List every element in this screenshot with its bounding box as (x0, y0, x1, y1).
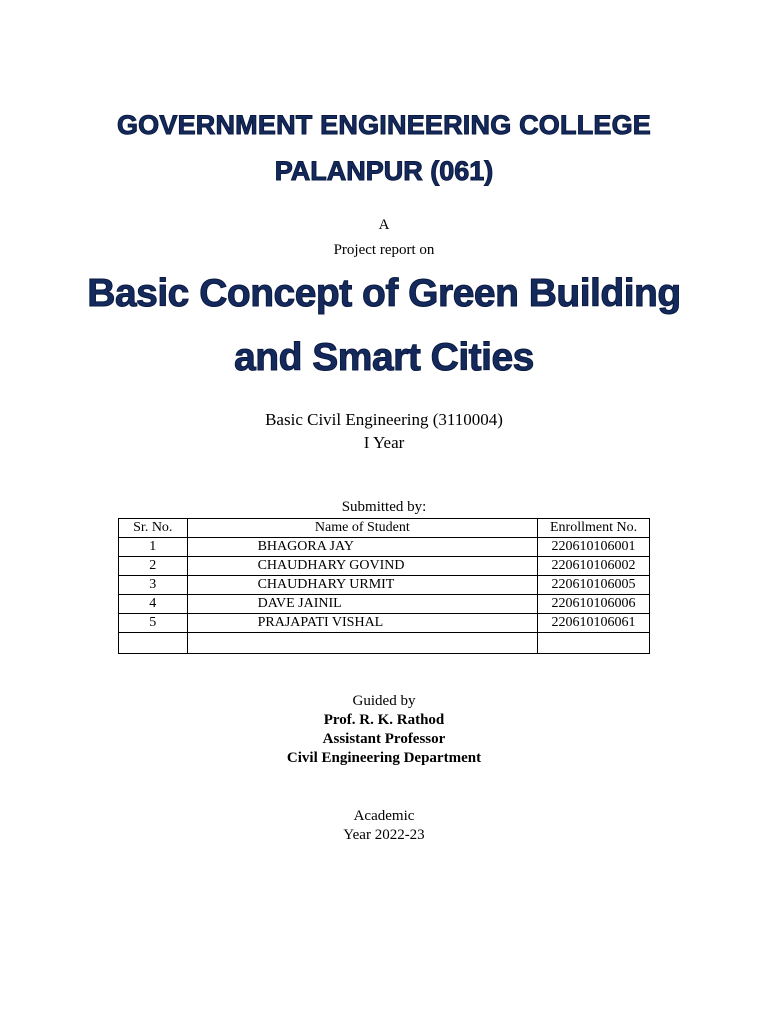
guided-by-label: Guided by (352, 693, 416, 709)
cell-empty (187, 633, 538, 654)
academic-year: Year 2022-23 (343, 827, 425, 843)
students-table (118, 518, 650, 654)
cell-empty (538, 633, 650, 654)
cell-enrollment-no: 220610106002 (538, 557, 650, 576)
cell-sr-no: 3 (119, 576, 188, 595)
intro-project-report: Project report on (333, 242, 435, 258)
cell-empty (119, 633, 188, 654)
cell-sr-no: 2 (119, 557, 188, 576)
cell-student-name: BHAGORA JAY (187, 538, 538, 557)
cell-student-name: PRAJAPATI VISHAL (187, 614, 538, 633)
cell-student-name: DAVE JAINIL (187, 595, 538, 614)
cell-enrollment-no: 220610106001 (538, 538, 650, 557)
report-title-line1: Basic Concept of Green Building (87, 272, 681, 315)
table-header-row (119, 519, 650, 538)
course-year: I Year (363, 433, 405, 452)
cell-enrollment-no: 220610106006 (538, 595, 650, 614)
cell-student-name: CHAUDHARY GOVIND (187, 557, 538, 576)
intro-a: A (378, 217, 390, 233)
table-row (119, 538, 650, 557)
header-student-name: Name of Student (187, 519, 538, 538)
cell-student-name: CHAUDHARY URMIT (187, 576, 538, 595)
table-empty-row (119, 633, 650, 654)
academic-label: Academic (353, 808, 415, 824)
report-title-line2: and Smart Cities (234, 336, 534, 379)
table-row (119, 576, 650, 595)
guide-department: Civil Engineering Department (286, 750, 482, 766)
header-sr-no: Sr. No. (119, 519, 188, 538)
college-name: GOVERNMENT ENGINEERING COLLEGE (116, 110, 652, 140)
header-enrollment-no: Enrollment No. (538, 519, 650, 538)
guide-designation: Assistant Professor (322, 731, 446, 747)
course-subject: Basic Civil Engineering (3110004) (265, 410, 503, 429)
table-row (119, 595, 650, 614)
cell-sr-no: 1 (119, 538, 188, 557)
table-row (119, 614, 650, 633)
table-row (119, 557, 650, 576)
cell-sr-no: 5 (119, 614, 188, 633)
college-place: PALANPUR (061) (274, 156, 494, 186)
cell-enrollment-no: 220610106005 (538, 576, 650, 595)
cell-sr-no: 4 (119, 595, 188, 614)
guide-name: Prof. R. K. Rathod (323, 712, 445, 728)
cell-enrollment-no: 220610106061 (538, 614, 650, 633)
submitted-by-label: Submitted by: (341, 499, 427, 515)
